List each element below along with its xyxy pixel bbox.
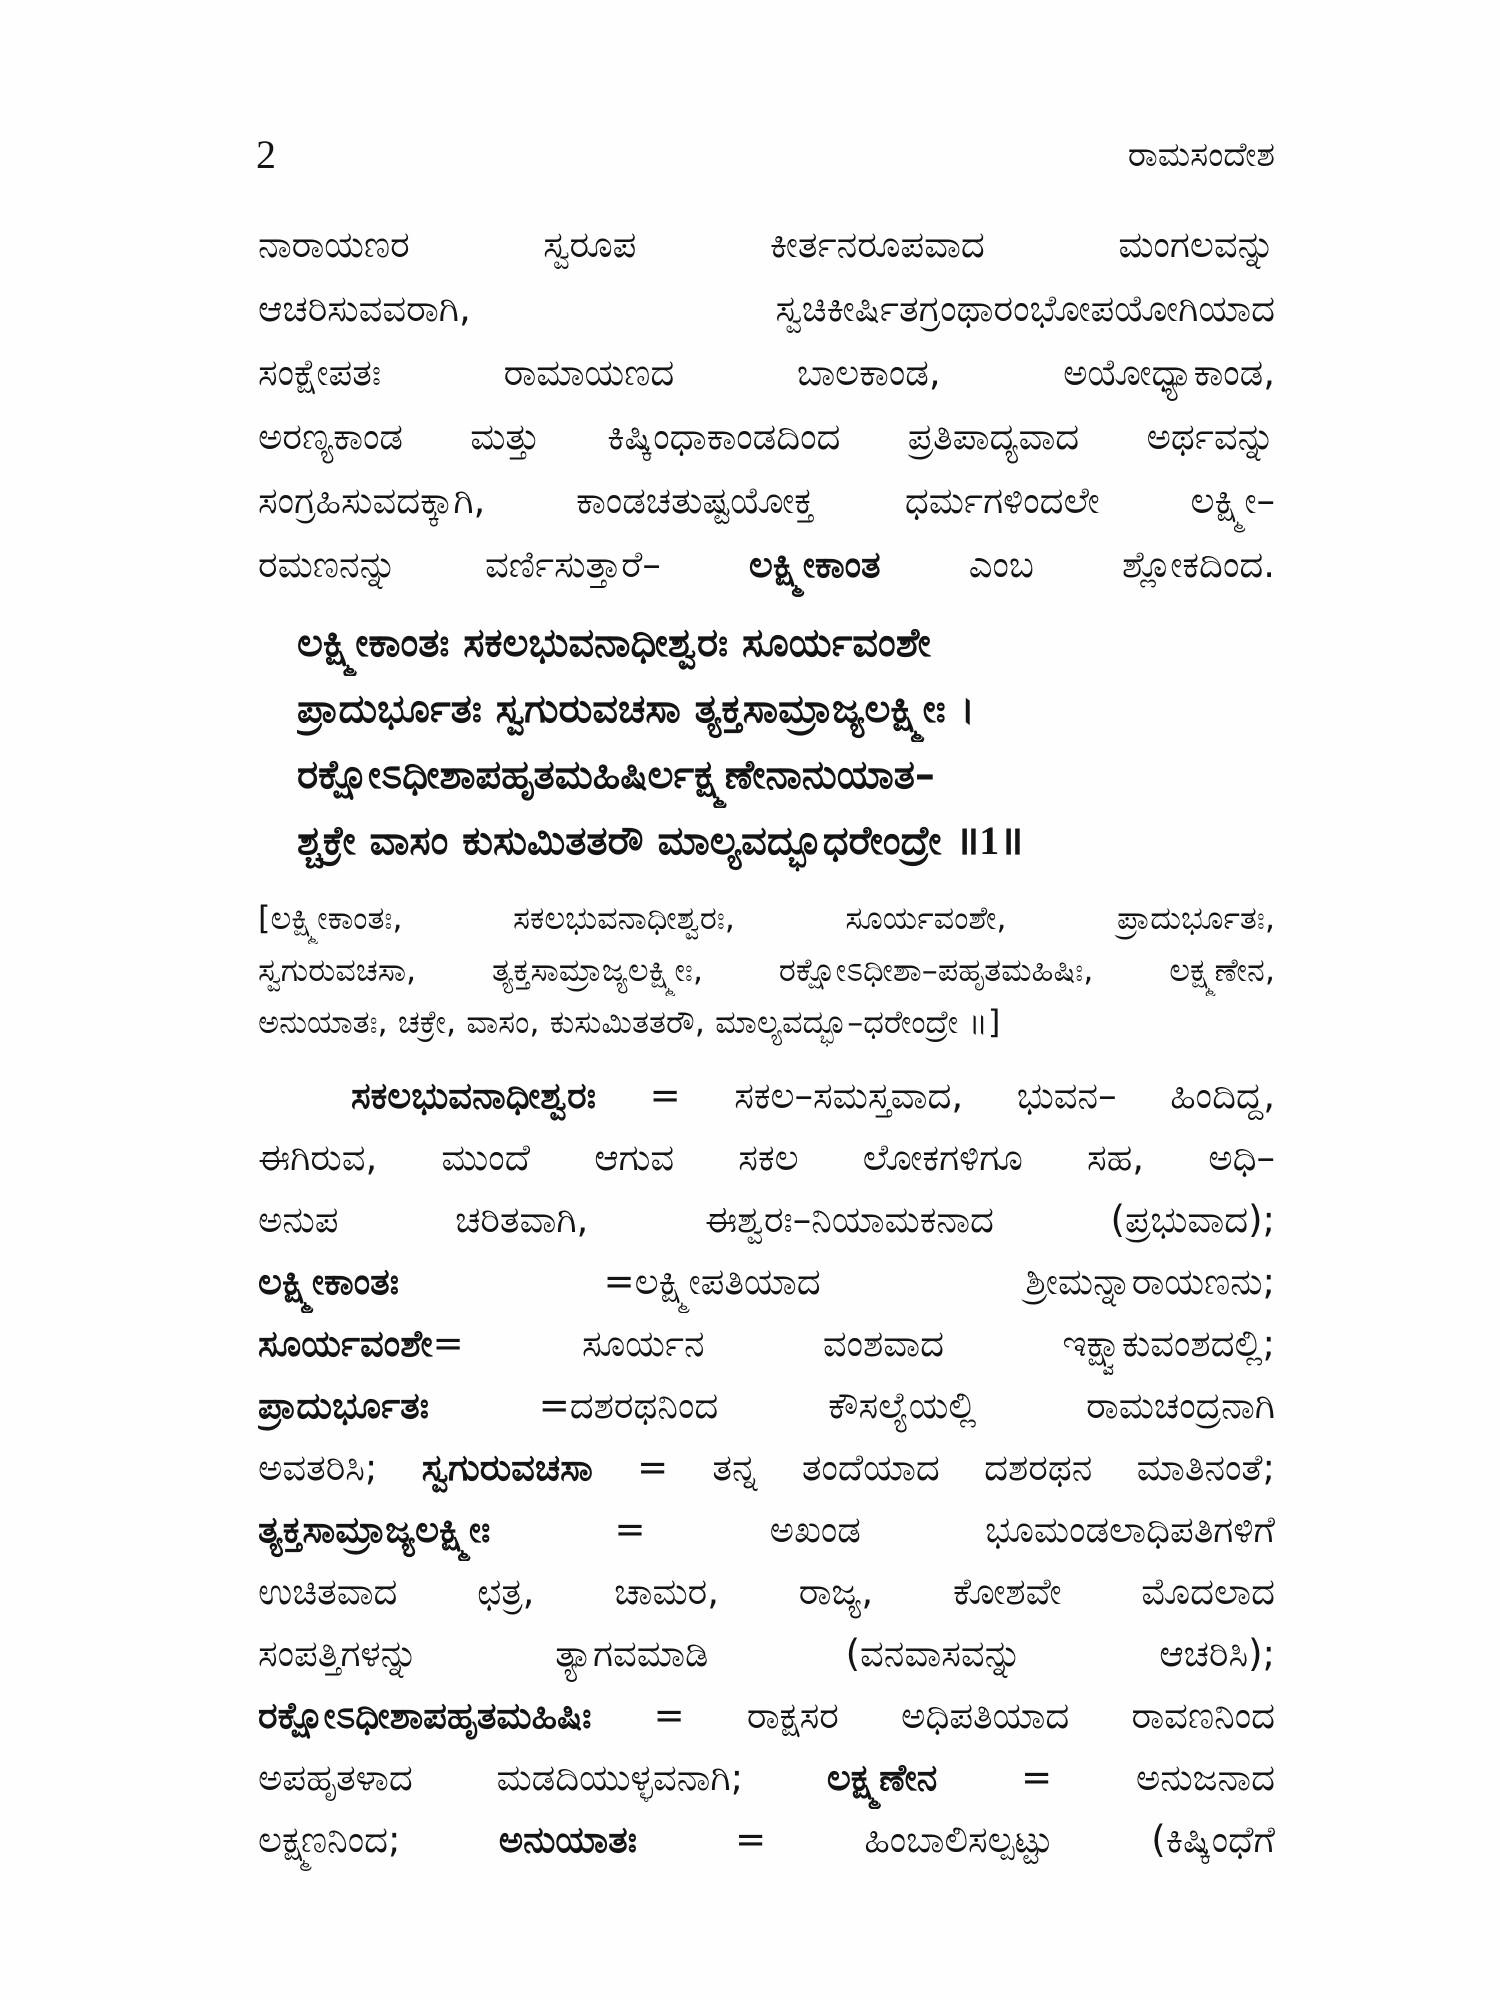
verse-line [297, 808, 1227, 874]
commentary-line [258, 1437, 1275, 1499]
gloss-text: =ಲಕ್ಷ್ಮೀಪತಿಯಾದ ಶ್ರೀಮನ್ನಾರಾಯಣನು; [398, 1260, 1275, 1303]
commentary-line [258, 1375, 1275, 1437]
gloss-text: =ದಶರಥನಿಂದ ಕೌಸಲ್ಯೆಯಲ್ಲಿ ರಾಮಚಂದ್ರನಾಗಿ [428, 1384, 1275, 1427]
glossed-term: ಸ್ವಗುರುವಚಸಾ [421, 1446, 593, 1489]
gloss-text: ಲಕ್ಷ್ಮಣನಿಂದ; [258, 1818, 499, 1861]
intro-line [258, 405, 1275, 469]
running-title: ರಾಮಸಂದೇಶ [1127, 135, 1275, 175]
commentary [258, 1065, 1275, 1871]
intro-text: ರಮಣನನ್ನು ವರ್ಣಿಸುತ್ತಾರೆ– [258, 543, 749, 586]
glossed-term: ತ್ಯಕ್ತಸಾಮ್ರಾಜ್ಯಲಕ್ಷ್ಮೀಃ [258, 1508, 491, 1551]
glossed-term: ಅನುಯಾತಃ [498, 1818, 637, 1861]
glossed-term: ಪ್ರಾದುರ್ಭೂತಃ [258, 1384, 429, 1427]
glossed-term: ಸೂರ್ಯವಂಶೇ [258, 1322, 433, 1365]
intro-text: ಆಚರಿಸುವವರಾಗಿ, ಸ್ವಚಿಕೀರ್ಷಿತಗ್ರಂಥಾರಂಭೋಪಯೋಗಿಯಾದ [258, 287, 1275, 330]
gloss-text: ಅನುಪ ಚರಿತವಾಗಿ, ಈಶ್ವರಃ–ನಿಯಾಮಕನಾದ (ಪ್ರಭುವಾದ); [258, 1198, 1275, 1241]
verse-number: ॥1॥ [955, 818, 1024, 863]
intro-line [258, 533, 1275, 597]
intro-paragraph [258, 213, 1275, 597]
glossed-term: ಲಕ್ಷ್ಮಣೇನ [826, 1756, 938, 1799]
verse-name-bold: ಲಕ್ಷ್ಮೀಕಾಂತ [748, 543, 881, 586]
gloss-text: = ಸೂರ್ಯನ ವಂಶವಾದ ಇಕ್ಷ್ವಾಕುವಂಶದಲ್ಲಿ; [432, 1322, 1275, 1365]
page-number: 2 [256, 132, 276, 177]
word-split-line: ಸ್ವಗುರುವಚಸಾ, ತ್ಯಕ್ತಸಾಮ್ರಾಜ್ಯಲಕ್ಷ್ಮೀಃ, ರಕ್ಷೋಽಧೀಶಾ–ಪಹೃತಮಹಿಷಿಃ, ಲಕ್ಷ್ಮಣೇನ, [258, 951, 1275, 989]
gloss-text: ಈಗಿರುವ, ಮುಂದೆ ಆಗುವ ಸಕಲ ಲೋಕಗಳಿಗೂ ಸಹ, ಅಧಿ– [258, 1136, 1275, 1179]
glossed-term: ಲಕ್ಷ್ಮೀಕಾಂತಃ [258, 1260, 399, 1303]
verse-line: ಲಕ್ಷ್ಮೀಕಾಂತಃ ಸಕಲಭುವನಾಧೀಶ್ವರಃ ಸೂರ್ಯವಂಶೇ [297, 620, 931, 666]
word-split-line: ಅನುಯಾತಃ, ಚಕ್ರೇ, ವಾಸಂ, ಕುಸುಮಿತತರೌ, ಮಾಲ್ಯವದ್ಭೂ–ಧರೇಂದ್ರೇ ॥] [258, 1003, 1001, 1041]
gloss-text: ಸಂಪತ್ತಿಗಳನ್ನು ತ್ಯಾಗವಮಾಡಿ (ವನವಾಸವನ್ನು ಆಚರಿಸಿ); [258, 1632, 1275, 1675]
commentary-line [258, 1747, 1275, 1809]
verse-line: ರಕ್ಷೋಽಧೀಶಾಪಹೃತಮಹಿಷಿರ್ಲಕ್ಷ್ಮಣೇನಾನುಯಾತ– [297, 752, 935, 798]
gloss-text: = ತನ್ನ ತಂದೆಯಾದ ದಶರಥನ ಮಾತಿನಂತೆ; [592, 1446, 1275, 1489]
commentary-line [258, 1685, 1275, 1747]
commentary-line [258, 1313, 1275, 1375]
gloss-text: ಉಚಿತವಾದ ಛತ್ರ, ಚಾಮರ, ರಾಜ್ಯ, ಕೋಶವೇ ಮೊದಲಾದ [258, 1570, 1275, 1613]
intro-text: ಅರಣ್ಯಕಾಂಡ ಮತ್ತು ಕಿಷ್ಕಿಂಧಾಕಾಂಡದಿಂದ ಪ್ರತಿಪಾದ್ಯವಾದ ಅರ್ಥವನ್ನು [258, 415, 1275, 458]
commentary-line [258, 1251, 1275, 1313]
verse [297, 610, 1227, 874]
gloss-text: ಅಪಹೃತಳಾದ ಮಡದಿಯುಳ್ಳವನಾಗಿ; [258, 1756, 827, 1799]
commentary-line [258, 1561, 1275, 1623]
commentary-line [258, 1809, 1275, 1871]
commentary-line [258, 1127, 1275, 1189]
intro-text: ಸಂಕ್ಷೇಪತಃ ರಾಮಾಯಣದ ಬಾಲಕಾಂಡ, ಅಯೋಧ್ಯಾಕಾಂಡ, [258, 351, 1275, 394]
intro-line [258, 277, 1275, 341]
word-split-line: [ಲಕ್ಷ್ಮೀಕಾಂತಃ, ಸಕಲಭುವನಾಧೀಶ್ವರಃ, ಸೂರ್ಯವಂಶೇ, ಪ್ರಾದುರ್ಭೂತಃ, [258, 899, 1275, 937]
gloss-text: = ಅನುಜನಾದ [937, 1756, 1275, 1799]
gloss-text: = ರಾಕ್ಷಸರ ಅಧಿಪತಿಯಾದ ರಾವಣನಿಂದ [591, 1694, 1275, 1737]
gloss-text: = ಸಕಲ–ಸಮಸ್ತವಾದ, ಭುವನ– ಹಿಂದಿದ್ದ, [595, 1074, 1275, 1117]
intro-text: ಎಂಬ ಶ್ಲೋಕದಿಂದ. [880, 543, 1275, 586]
glossed-term: ಸಕಲಭುವನಾಧೀಶ್ವರಃ [351, 1074, 596, 1117]
commentary-line [258, 1065, 1275, 1127]
verse-line: ಪ್ರಾದುರ್ಭೂತಃ ಸ್ವಗುರುವಚಸಾ ತ್ಯಕ್ತಸಾಮ್ರಾಜ್ಯಲಕ್ಷ್ಮೀಃ । [297, 686, 975, 732]
gloss-text: ಅವತರಿಸಿ; [258, 1446, 422, 1489]
intro-text: ಸಂಗ್ರಹಿಸುವದಕ್ಕಾಗಿ, ಕಾಂಡಚತುಷ್ಟಯೋಕ್ತ ಧರ್ಮಗಳಿಂದಲೇ ಲಕ್ಷ್ಮೀ– [258, 479, 1275, 522]
verse-text: ಶ್ಚಕ್ರೇ ವಾಸಂ ಕುಸುಮಿತತರೌ ಮಾಲ್ಯವದ್ಭೂಧರೇಂದ್ರೇ [297, 818, 956, 864]
commentary-line [258, 1623, 1275, 1685]
intro-text: ನಾರಾಯಣರ ಸ್ವರೂಪ ಕೀರ್ತನರೂಪವಾದ ಮಂಗಲವನ್ನು [258, 223, 1275, 266]
gloss-text: = ಅಖಂಡ ಭೂಮಂಡಲಾಧಿಪತಿಗಳಿಗೆ [490, 1508, 1275, 1551]
intro-line [258, 213, 1275, 277]
intro-line [258, 341, 1275, 405]
word-split [258, 892, 1275, 1048]
intro-line [258, 469, 1275, 533]
gloss-text: = ಹಿಂಬಾಲಿಸಲ್ಪಟ್ಟು (ಕಿಷ್ಕಿಂಧೆಗೆ [636, 1818, 1275, 1861]
commentary-line [258, 1499, 1275, 1561]
glossed-term: ರಕ್ಷೋಽಧೀಶಾಪಹೃತಮಹಿಷಿಃ [258, 1694, 592, 1737]
commentary-line [258, 1189, 1275, 1251]
